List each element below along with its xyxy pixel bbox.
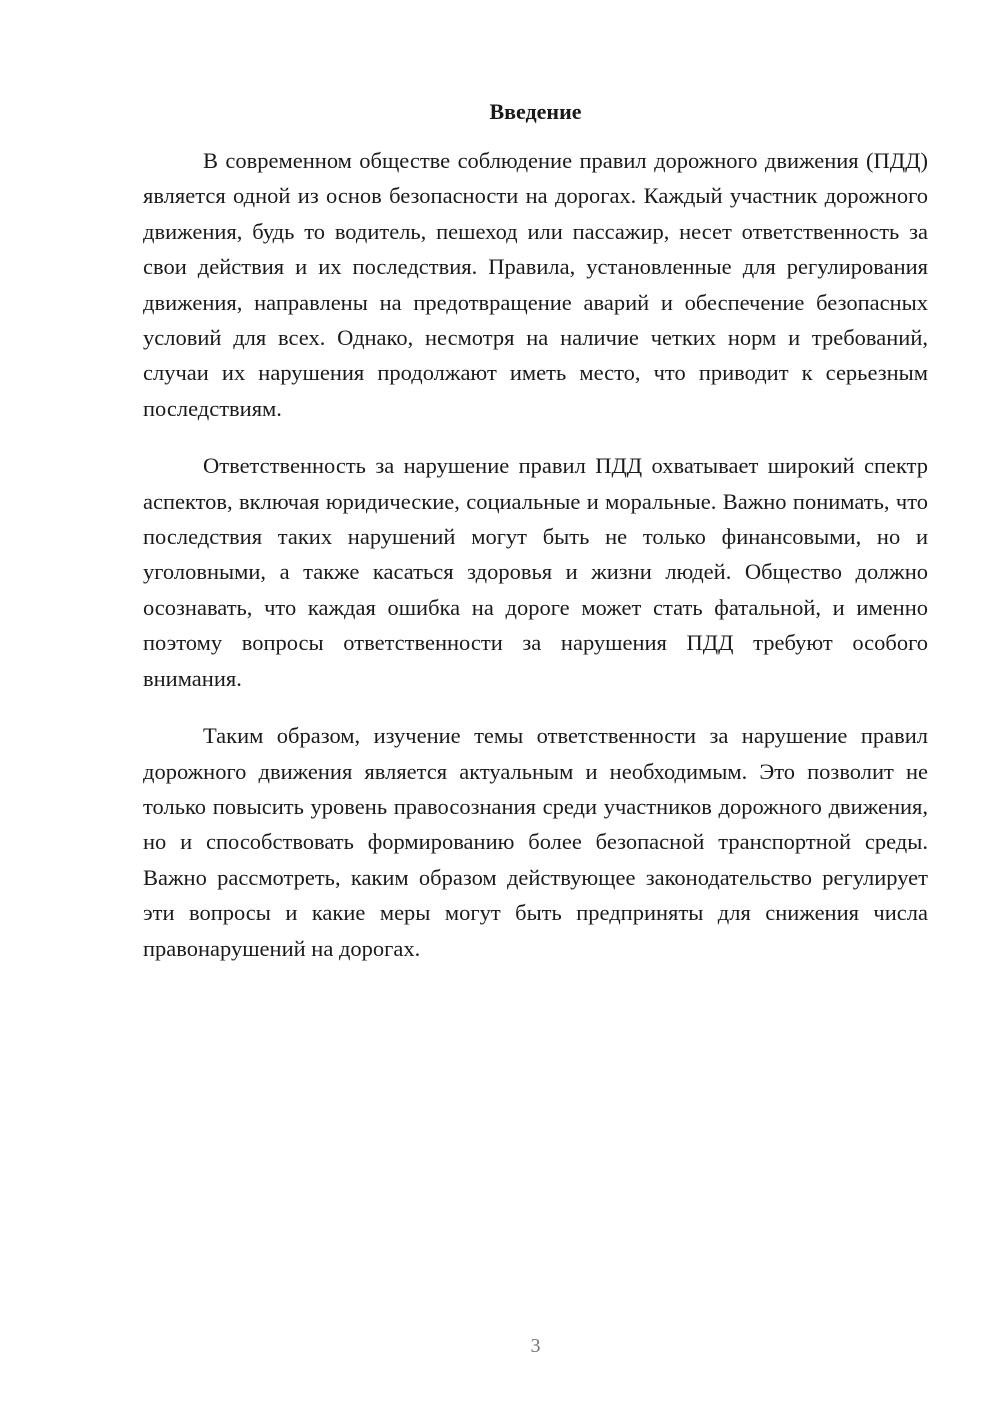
- body-text: [143, 143, 928, 966]
- paragraph-2: Ответственность за нарушение правил ПДД охватывает широкий спектр аспектов, включая юридические, социальные и моральные. Важно понимать, что последствия таких нарушений могут быть не только финансовыми, но и уголовными, а также касаться здоровья и жизни людей. Общество должно осознавать, что каждая ошибка на дороге может стать фатальной, и именно поэтому вопросы ответственности за нарушения ПДД требуют особого внимания.: [143, 453, 928, 691]
- paragraph-1: В современном обществе соблюдение правил дорожного движения (ПДД) является одной из основ безопасности на дорогах. Каждый участник дорожного движения, будь то водитель, пешеход или пассажир, несет ответственность за свои действия и их последствия. Правила, установленные для регулирования движения, направлены на предотвращение аварий и обеспечение безопасных условий для всех. Однако, несмотря на наличие четких норм и требований, случаи их нарушения продолжают иметь место, что приводит к серьезным последствиям.: [143, 148, 928, 421]
- paragraph-3: Таким образом, изучение темы ответственности за нарушение правил дорожного движения является актуальным и необходимым. Это позволит не только повысить уровень правосознания среди участников дорожного движения, но и способствовать формированию более безопасной транспортной среды. Важно рассмотреть, каким образом действующее законодательство регулирует эти вопросы и какие меры могут быть предприняты для снижения числа правонарушений на дорогах.: [143, 723, 928, 961]
- section-heading: Введение: [489, 99, 582, 124]
- page-number: 3: [530, 1335, 541, 1357]
